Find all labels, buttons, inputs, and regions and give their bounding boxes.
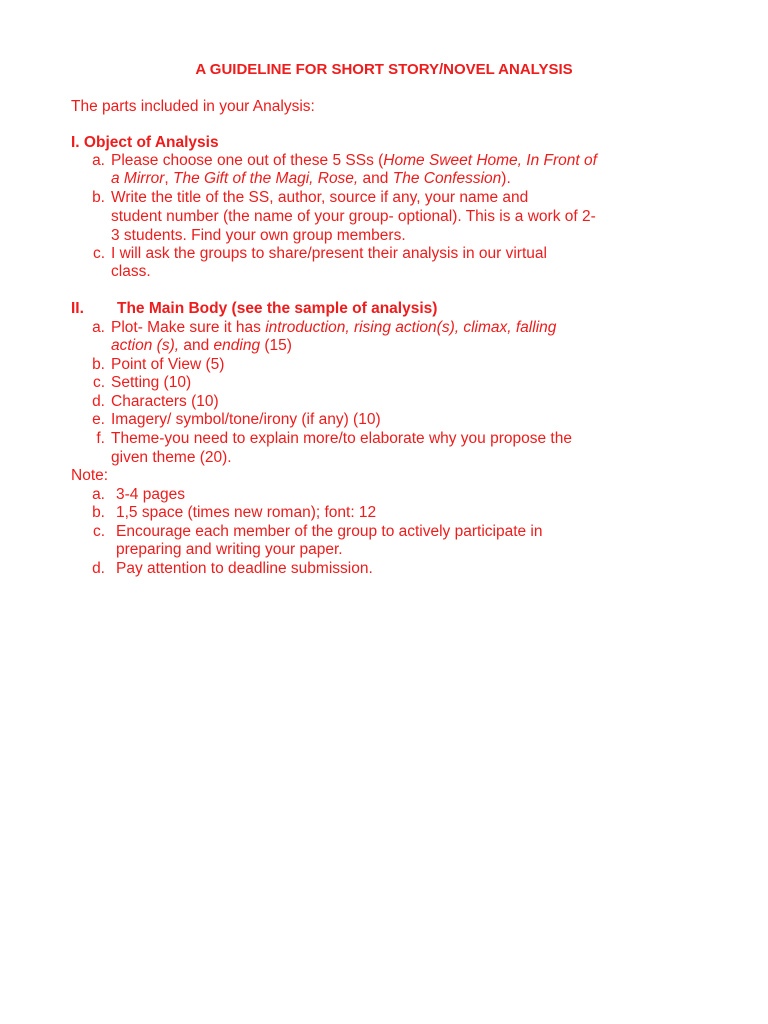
item-text: student number (the name of your group- optional). This is a work of 2- bbox=[111, 208, 596, 225]
item-text: 3-4 pages bbox=[116, 486, 185, 503]
list-marker: a. bbox=[92, 152, 105, 169]
item-text: Theme-you need to explain more/to elaborate why you propose the bbox=[111, 430, 572, 447]
item-text: Characters (10) bbox=[111, 393, 219, 410]
item-text: Please choose one out of these 5 SSs ( bbox=[111, 152, 384, 169]
section-number: II. bbox=[71, 300, 84, 317]
list-marker: b. bbox=[92, 189, 105, 206]
list-marker: d. bbox=[92, 393, 105, 410]
note-label: Note: bbox=[71, 467, 109, 484]
list-item-continuation: action (s), and ending (15) bbox=[111, 337, 292, 354]
item-text: Imagery/ symbol/tone/irony (if any) (10) bbox=[111, 411, 381, 428]
item-italic-text: action (s), bbox=[111, 337, 180, 354]
item-text: I will ask the groups to share/present their analysis in our virtual bbox=[111, 245, 547, 262]
list-item-continuation: a Mirror, The Gift of the Magi, Rose, and The Confession). bbox=[111, 170, 511, 187]
item-italic-text: a Mirror bbox=[111, 170, 165, 187]
list-marker: b. bbox=[92, 356, 105, 373]
item-text: 1,5 space (times new roman); font: 12 bbox=[116, 504, 377, 521]
list-marker: a. bbox=[92, 486, 105, 503]
item-italic-text: The Gift of the Magi, Rose, bbox=[173, 170, 359, 187]
item-text: Point of View (5) bbox=[111, 356, 225, 373]
section-title: The Main Body (see the sample of analysis) bbox=[117, 300, 438, 317]
item-text: Write the title of the SS, author, source if any, your name and bbox=[111, 189, 529, 206]
list-marker: d. bbox=[92, 560, 105, 577]
document-title: A GUIDELINE FOR SHORT STORY/NOVEL ANALYSIS bbox=[195, 61, 573, 78]
item-text: Plot- Make sure it has bbox=[111, 319, 266, 336]
list-marker: c. bbox=[92, 245, 105, 262]
list-marker: b. bbox=[92, 504, 105, 521]
item-italic-text: Home Sweet Home, In Front of bbox=[383, 152, 597, 169]
item-text: Encourage each member of the group to actively participate in bbox=[116, 523, 543, 540]
item-italic-text: introduction, rising action(s), climax, falling bbox=[265, 319, 557, 336]
section-1-heading: I. Object of Analysis bbox=[71, 134, 219, 151]
section-2-heading bbox=[71, 300, 438, 319]
list-marker: c. bbox=[92, 374, 105, 391]
item-text: 3 students. Find your own group members. bbox=[111, 227, 406, 244]
item-italic-text: The Confession bbox=[392, 170, 502, 187]
item-text: Setting (10) bbox=[111, 374, 192, 391]
list-marker: a. bbox=[92, 319, 105, 336]
item-text: class. bbox=[111, 263, 151, 280]
item-text: preparing and writing your paper. bbox=[116, 541, 343, 558]
list-marker: c. bbox=[92, 523, 105, 540]
intro-text: The parts included in your Analysis: bbox=[71, 98, 315, 115]
item-text: given theme (20). bbox=[111, 449, 232, 466]
list-marker: e. bbox=[92, 411, 105, 428]
list-marker: f. bbox=[96, 430, 105, 447]
item-italic-text: ending bbox=[213, 337, 261, 354]
item-text: Pay attention to deadline submission. bbox=[116, 560, 373, 577]
